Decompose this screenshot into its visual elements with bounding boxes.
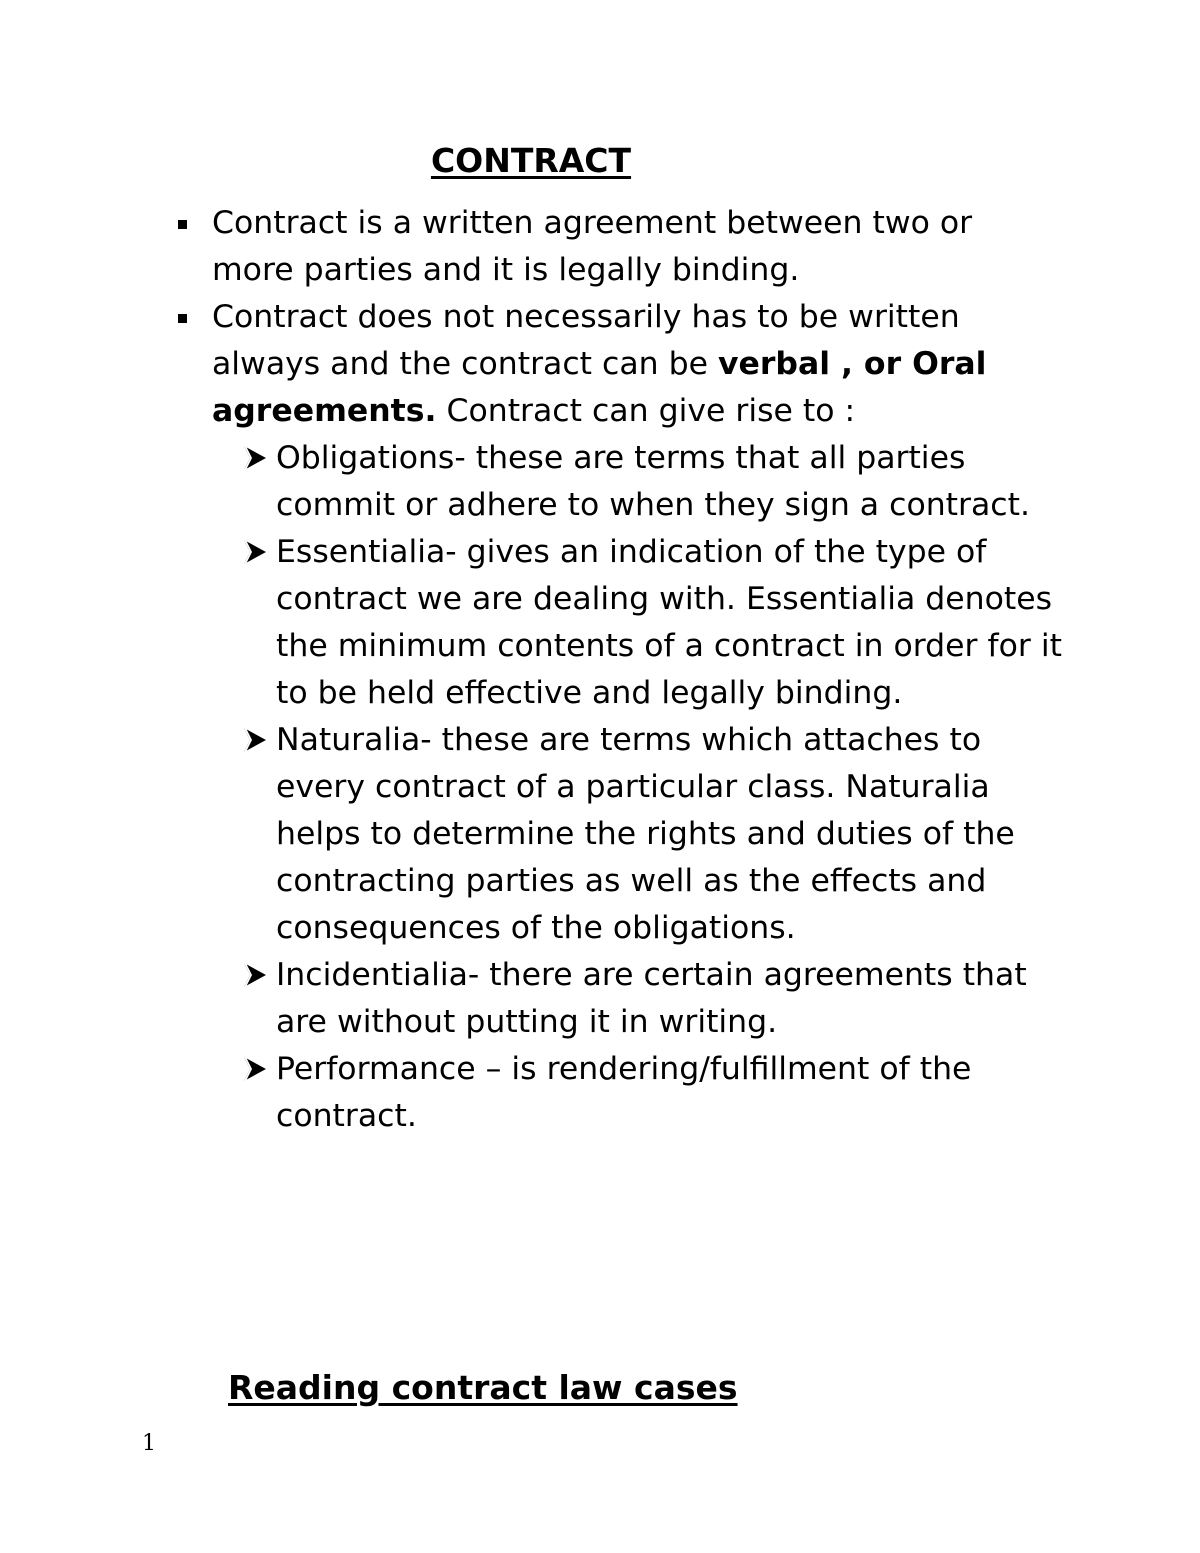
bullet-text-after: Contract can give rise to : bbox=[436, 393, 856, 429]
arrowhead-bullet-icon bbox=[240, 1054, 270, 1084]
square-bullet-icon bbox=[178, 220, 187, 229]
page-number: 1 bbox=[142, 1431, 156, 1456]
arrowhead-bullet-icon bbox=[240, 960, 270, 990]
sub-bullet-text: Naturalia- these are terms which attaches to every contract of a particular class. Naturalia helps to determine the rights and duties of the contracting parties as well as the effects and consequences of the obligations. bbox=[276, 722, 1015, 946]
document-body bbox=[0, 200, 1200, 1140]
arrowhead-bullet-icon bbox=[240, 725, 270, 755]
sub-bullet-text: Performance – is rendering/fulfillment of the contract. bbox=[276, 1051, 972, 1134]
page-title: CONTRACT bbox=[430, 141, 632, 180]
bullet-item bbox=[0, 200, 1062, 294]
arrowhead-bullet-icon bbox=[240, 537, 270, 567]
bullet-bold-text: verbal , or Oral agreements. bbox=[212, 346, 987, 429]
section-heading: Reading contract law cases bbox=[228, 1368, 738, 1407]
sub-bullet-text: Obligations- these are terms that all parties commit or adhere to when they sign a contract. bbox=[276, 440, 1030, 523]
sub-bullet-item bbox=[0, 435, 1076, 529]
sub-bullet-text: Incidentialia- there are certain agreements that are without putting it in writing. bbox=[276, 957, 1027, 1040]
bullet-text: Contract is a written agreement between two or more parties and it is legally binding. bbox=[212, 205, 973, 288]
bullet-text-before: Contract does not necessarily has to be written always and the contract can be bbox=[212, 299, 960, 382]
bullet-item bbox=[0, 294, 1062, 435]
square-bullet-icon bbox=[178, 314, 187, 323]
sub-bullet-item bbox=[0, 717, 1076, 952]
sub-bullet-item bbox=[0, 952, 1076, 1046]
sub-bullet-item bbox=[0, 529, 1076, 717]
sub-bullet-item bbox=[0, 1046, 1076, 1140]
arrowhead-bullet-icon bbox=[240, 443, 270, 473]
sub-bullet-text: Essentialia- gives an indication of the type of contract we are dealing with. Essentialia denotes the minimum contents of a contract in order for it to be held effective and legally binding. bbox=[276, 534, 1062, 711]
